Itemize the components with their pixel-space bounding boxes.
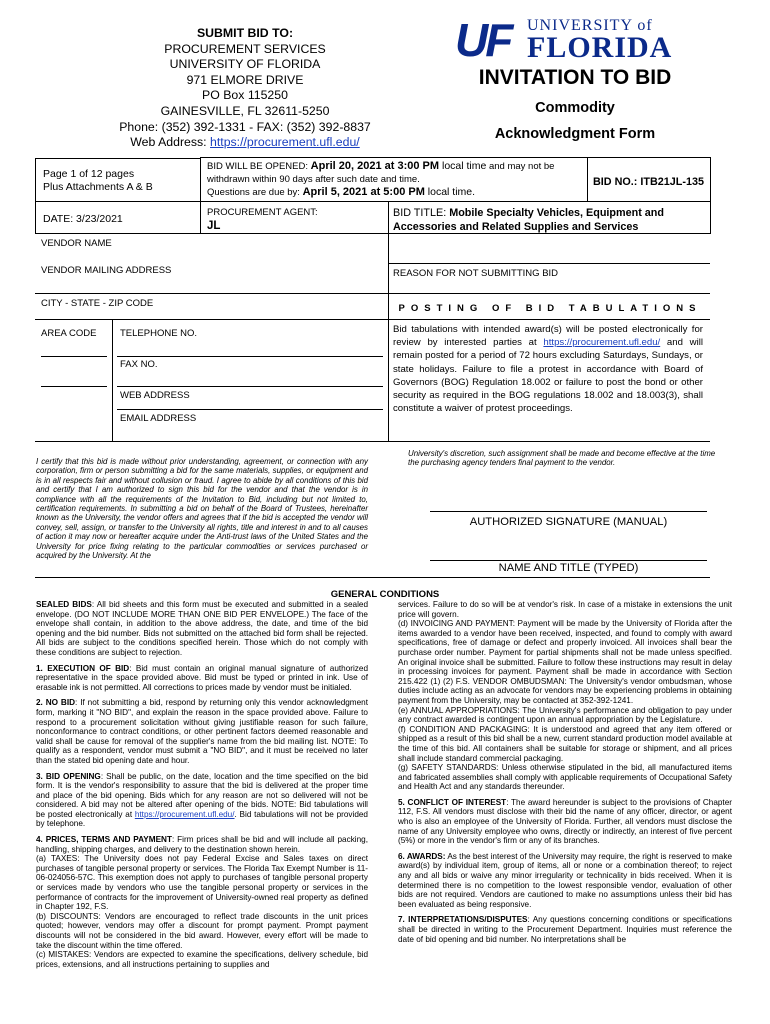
email-address-label: EMAIL ADDRESS (120, 413, 197, 424)
page-count: Page 1 of 12 pages (43, 168, 135, 180)
procurement-agent-value: JL (207, 220, 221, 232)
bid-opening-info (207, 160, 585, 200)
mistakes-subclause: (c) MISTAKES: Vendors are expected to examine the specifications, delivery schedule, bid prices, extensions, and all instructions pertaining to supplies and (36, 950, 368, 969)
clause-text: . Bid tabulations will not be provided by telephone. (36, 809, 368, 829)
clause-label: 2. NO BID (36, 698, 76, 708)
taxes-subclause: (a) TAXES: The University does not pay Federal Excise and Sales taxes on direct purchases of tangible personal property or services. The Florida Tax Exempt Number is 11-06-024056-57C. This exemption does not apply to purchases of tangible personal property or services made by vendors who use the tangible personal property or services in the performance of contracts for the improvement of University-owned real property as defined in Chapter 192, F.S. (36, 854, 368, 912)
bid-title (393, 206, 693, 234)
withdrawn-note: withdrawn within 90 days after such date and time. (207, 174, 420, 186)
questions-label: Questions are due by: (207, 187, 303, 199)
uf-logo-university: UNIVERSITY of (527, 17, 653, 34)
web-address-line (90, 135, 400, 151)
questions-suffix: local time. (424, 186, 476, 199)
uf-logo-florida: FLORIDA (527, 31, 673, 64)
clause-text: : Firm prices shall be bid and will include all packing, handling, shipping charges, and delivery to the destination shown herein. (36, 835, 368, 854)
clause-text: : The award hereunder is subject to the provisions of Chapter 112, F.S. All vendors must disclose with their bid the name of any officer, director, or agent who is also an employee of the University of Florida. Further, all vendors must disclose the name of any University employee who owns, directly or indirectly, an interest of five percent (5%) or more in the vendor's firm or any of its branches. (398, 797, 732, 846)
reason-label: REASON FOR NOT SUBMITTING BID (393, 268, 559, 279)
certification-text: I certify that this bid is made without prior understanding, agreement, or connection with any corporation, firm or person submitting a bid for the same materials, supplies, or equipment and is in all respects fair and without collusion or fraud. I agree to abide by all conditions of this bid and certify that I am authorized to sign this bid for the vendor and that the vendor is in compliance with all the requirements of the Invitation to Bid, including but not limited to, certification requirements. In submitting a bid on behalf of the Board of Trustees, hereinafter known as the University, the vendor offers and agrees that if the bid is accepted the vendor will convey, sell, assign, or transfer to the University all rights, title and interest in and to all causes of action it may now or hereafter acquire under the Anti-trust laws of the United States and the University for price fixing relating to the particular commodities or services purchased or acquired by the University. At the (36, 457, 368, 561)
procurement-link[interactable]: https://procurement.ufl.edu/ (210, 135, 360, 150)
questions-date: April 5, 2021 at 5:00 PM (302, 186, 425, 199)
clause-label: SEALED BIDS (36, 600, 92, 609)
attachments-note: Plus Attachments A & B (43, 181, 153, 193)
address-line: UNIVERSITY OF FLORIDA (169, 57, 321, 72)
general-conditions-heading: GENERAL CONDITIONS (330, 589, 440, 600)
uf-logo (455, 14, 695, 66)
bid-date: DATE: 3/23/2021 (43, 213, 123, 225)
opening-label: BID WILL BE OPENED: (207, 161, 311, 172)
safety-subclause: (g) SAFETY STANDARDS: Unless otherwise stipulated in the bid, all manufactured items and fabricated assemblies shall comply with applicable requirements of Occupational Safety and Health Act and any standards thereunder. (398, 763, 732, 792)
clause-label: 7. INTERPRETATIONS/DISPUTES (398, 915, 528, 925)
posting-link[interactable]: https://procurement.ufl.edu/ (543, 337, 661, 349)
clause-text: : Bid must contain an original manual signature of authorized representative in the space provided above. Bid must be typed or printed in ink. Use of erasable ink is not permitted. All corrections to prices made by vendor must be initialed. (36, 663, 369, 692)
opening-date: April 20, 2021 at 3:00 PM (310, 160, 440, 172)
bid-tabulation-link[interactable]: https://procurement.ufl.edu/ (134, 809, 235, 819)
authorized-signature-label: AUTHORIZED SIGNATURE (MANUAL) (469, 516, 668, 528)
awards-clause (398, 852, 732, 910)
opening-suffix: local time (439, 160, 487, 172)
general-conditions-left-column (36, 600, 368, 969)
vendor-mailing-label: VENDOR MAILING ADDRESS (41, 265, 172, 276)
procurement-agent-label: PROCUREMENT AGENT: (207, 207, 318, 218)
general-conditions-right-column (398, 600, 732, 944)
address-line: GAINESVILLE, FL 32611-5250 (160, 103, 330, 118)
posting-text-2: and will remain posted for a period of 72 hours excluding Saturdays, Sundays, or state holidays. Failure to file a protest in accordance with Board of Governors (BOG) Regulation 18.002 or failure to post the bond or other security as required in the BOG regulations 18.002 and 18.003(3), shall constitute a waiver of protest proceedings. (393, 337, 703, 415)
clause-text: : If not submitting a bid, respond by returning only this vendor acknowledgment form, marking it "NO BID", and explain the reason in the space provided above. Failure to respond to a procurement solicitation without giving justifiable reason for such failure, nonconformance to contract conditions, or other pertinent factors deemed reasonable and valid shall be cause for removal of the supplier's name from the bid mailing list. NOTE: To qualify as a respondent, vendor must submit a "NO BID", and it must be received no later than the stated bid opening date and hour. (36, 698, 368, 765)
mistakes-continued: services. Failure to do so will be at vendor's risk. In case of a mistake in extensions the unit price will govern. (398, 600, 732, 619)
telephone-label: TELEPHONE NO. (120, 328, 198, 339)
web-address-label: WEB ADDRESS (120, 390, 190, 401)
no-bid-clause (36, 698, 368, 765)
appropriations-subclause: (e) ANNUAL APPROPRIATIONS: The University's performance and obligation to pay under any contract awarded is contingent upon an annual appropriation by the Legislature. (398, 705, 732, 725)
interpretations-clause (398, 915, 732, 944)
bid-title-value: Mobile Specialty Vehicles, Equipment and Accessories and Related Supplies and Services (393, 207, 664, 233)
discounts-subclause: (b) DISCOUNTS: Vendors are encouraged to reflect trade discounts in the unit prices quoted; however, vendors may offer a discount for prompt payment. Prompt payment discounts will not be considered in the bid award. However, every effort will be made to take the discount within the time offered. (36, 911, 368, 950)
posting-text-1: Bid tabulations with intended award(s) will be posted electronically for review by interested parties at (393, 324, 703, 349)
packaging-subclause: (f) CONDITION AND PACKAGING: It is understood and agreed that any item offered or shipped as a result of this bid shall be a new, current standard production model available at the time of this bid. All containers shall be suitable for storage or shipment, and all prices shall include standard commercial packaging. (398, 724, 732, 763)
sealed-bids-clause (36, 600, 368, 658)
execution-clause (36, 664, 368, 693)
opening-line (207, 160, 585, 173)
clause-text: : Shall be public, on the date, location and the time specified on the bid form. It is the vendor's responsibility to assure that the bid is delivered at the proper time and place of the bid opening. Bids which for any reason are not so delivered will not be considered. A bid may not be altered after opening of the bids. NOTE: Bid tabulations will be posted electronically at (36, 771, 368, 819)
questions-line (207, 186, 585, 199)
submit-address-block (90, 26, 400, 151)
web-address-prefix: Web Address: (130, 135, 211, 150)
opening-tail: and may not be (486, 161, 555, 172)
submit-bid-heading: SUBMIT BID TO: (196, 26, 294, 40)
area-code-label: AREA CODE (41, 328, 97, 339)
bid-title-label: BID TITLE: (393, 207, 450, 219)
clause-label: 5. CONFLICT OF INTEREST (398, 797, 507, 807)
clause-text: As the best interest of the University may require, the right is reserved to make award(s) by individual item, group of items, all or none or a combination thereof; to reject any and all bids or waive any minor irregularity or technicality in bids received. When it is determined there is no competition to the lowest responsible vendor, evaluation of other bids are not required. Vendors are cautioned to make no assumptions unless their bid has been evaluated as being responsive. (398, 851, 732, 909)
commodity-label: Commodity (535, 100, 615, 116)
bid-number: BID NO.: ITB21JL-135 (593, 176, 704, 188)
clause-label: 3. BID OPENING (36, 771, 101, 781)
uf-logo-mark: UF (455, 14, 511, 66)
address-line: 971 ELMORE DRIVE (186, 72, 304, 87)
posting-heading: POSTING OF BID TABULATIONS (398, 303, 702, 314)
vendor-name-label: VENDOR NAME (41, 238, 112, 249)
posting-text (393, 323, 703, 415)
name-title-label: NAME AND TITLE (TYPED) (498, 562, 639, 574)
acknowledgment-form-label: Acknowledgment Form (494, 126, 656, 142)
address-line: PO Box 115250 (202, 88, 288, 103)
clause-label: 1. EXECUTION OF BID (36, 663, 130, 673)
fax-label: FAX NO. (120, 359, 158, 370)
city-state-zip-label: CITY - STATE - ZIP CODE (41, 298, 154, 309)
address-line: Phone: (352) 392-1331 - FAX: (352) 392-8837 (119, 119, 371, 134)
clause-label: 4. PRICES, TERMS AND PAYMENT (36, 835, 172, 845)
conflict-clause (398, 798, 732, 846)
clause-label: 6. AWARDS: (398, 851, 446, 861)
address-line: PROCUREMENT SERVICES (164, 41, 326, 56)
invoicing-subclause: (d) INVOICING AND PAYMENT: Payment will be made by the University of Florida after the items awarded to a vendor have been received, inspected, and found to comply with award specifications, free of damage or defect and properly invoiced. All invoices shall bear the purchase order number. Payment for partial shipments shall not be made unless specified. An original invoice shall be submitted. Failure to follow these instructions may result in delay in processing invoices for payment. Payment shall be made in accordance with Section 215.422 (1) (2) F.S. VENDOR OMBUDSMAN: The University's vendor ombudsman, whose duties include acting as an advocate for vendors may be experiencing problems in obtaining payment from the University, may be contacted at 352-392-1241. (398, 619, 732, 705)
discretion-text: University's discretion, such assignment shall be made and become effective at the time the purchasing agency tenders final payment to the vendor. (408, 449, 716, 468)
invitation-title: INVITATION TO BID (478, 66, 672, 89)
clause-text: : Any questions concerning conditions or specifications shall be directed in writing to the Procurement Department. Inquiries must reference the date of bid opening and bid number. No interpretations shall be (398, 915, 733, 944)
clause-text: : All bid sheets and this form must be executed and submitted in a sealed envelope. (DO NOT INCLUDE MORE THAN ONE BID PER ENVELOPE.) The face of the envelope shall contain, in addition to the above address, the date, and time of the bid opening and the bid number. Bids not submitted on the attached bid form shall be rejected. All bids are subject to the conditions specified herein. Those which do not comply with these conditions are subject to rejection. (36, 600, 368, 657)
prices-clause (36, 835, 368, 854)
bid-opening-clause (36, 772, 368, 830)
